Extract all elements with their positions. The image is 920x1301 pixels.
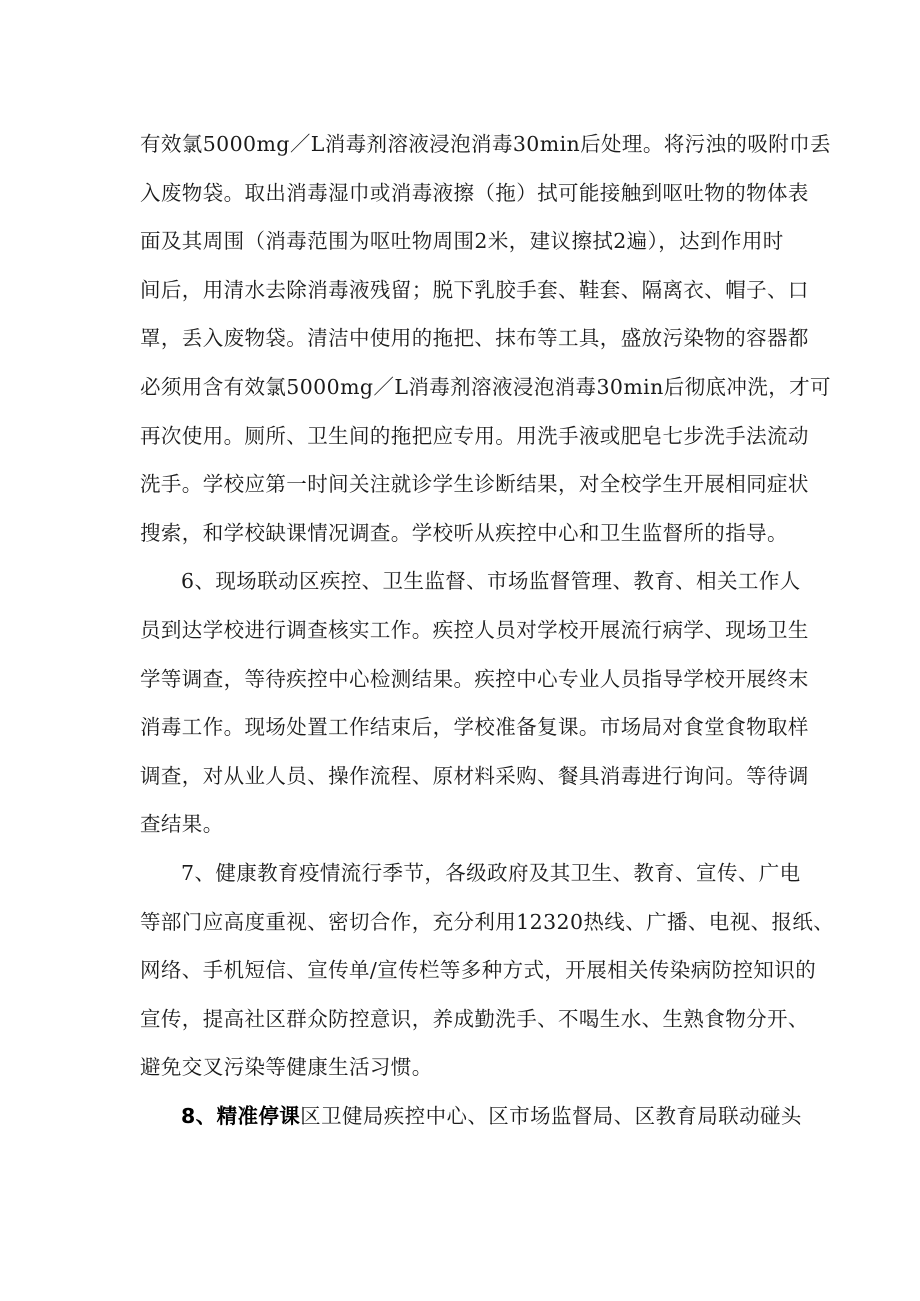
text-line: 宣传，提高社区群众防控意识，养成勤洗手、不喝生水、生熟食物分开、 <box>140 1006 809 1031</box>
text-line: 再次使用。厕所、卫生间的拖把应专用。用洗手液或肥皂七步洗手法流动 <box>140 423 809 448</box>
section-8-heading: 8、精准停课 <box>181 1103 301 1128</box>
text-line: 入废物袋。取出消毒湿巾或消毒液擦（拖）拭可能接触到呕吐物的物体表 <box>140 180 809 205</box>
text-line: 必须用含有效氯5000mg／L消毒剂溶液浸泡消毒30min后彻底冲洗，才可 <box>140 374 831 399</box>
text-line: 查结果。 <box>140 812 224 837</box>
text-line: 搜索，和学校缺课情况调查。学校听从疾控中心和卫生监督所的指导。 <box>140 520 788 545</box>
text-line: 员到达学校进行调查核实工作。疾控人员对学校开展流行病学、现场卫生 <box>140 617 809 642</box>
text-line: 学等调查，等待疾控中心检测结果。疾控中心专业人员指导学校开展终末 <box>140 666 809 691</box>
paragraph-6-start: 6、现场联动区疾控、卫生监督、市场监督管理、教育、相关工作人 <box>181 569 801 594</box>
paragraph-7-start: 7、健康教育疫情流行季节，各级政府及其卫生、教育、宣传、广电 <box>181 860 801 885</box>
text-line: 消毒工作。现场处置工作结束后，学校准备复课。市场局对食堂食物取样 <box>140 715 809 740</box>
text-line: 避免交叉污染等健康生活习惯。 <box>140 1055 433 1080</box>
text-line: 罩，丢入废物袋。清洁中使用的拖把、抹布等工具，盛放污染物的容器都 <box>140 326 809 351</box>
text-line: 等部门应高度重视、密切合作，充分利用12320热线、广播、电视、报纸、 <box>140 909 835 934</box>
paragraph-8-start <box>140 1092 802 1141</box>
text-line: 网络、手机短信、宣传单/宣传栏等多种方式，开展相关传染病防控知识的 <box>140 958 817 983</box>
section-8-text: 区卫健局疾控中心、区市场监督局、区教育局联动碰头 <box>300 1103 802 1128</box>
text-line: 调查，对从业人员、操作流程、原材料采购、餐具消毒进行询问。等待调 <box>140 763 809 788</box>
text-line: 有效氯5000mg／L消毒剂溶液浸泡消毒30min后处理。将污浊的吸附巾丢 <box>140 132 831 156</box>
document-body <box>140 120 835 1140</box>
text-line: 洗手。学校应第一时间关注就诊学生诊断结果，对全校学生开展相同症状 <box>140 472 809 497</box>
text-line: 间后，用清水去除消毒液残留；脱下乳胶手套、鞋套、隔离衣、帽子、口 <box>140 277 809 302</box>
text-line: 面及其周围（消毒范围为呕吐物周围2米，建议擦拭2遍），达到作用时 <box>140 229 784 254</box>
